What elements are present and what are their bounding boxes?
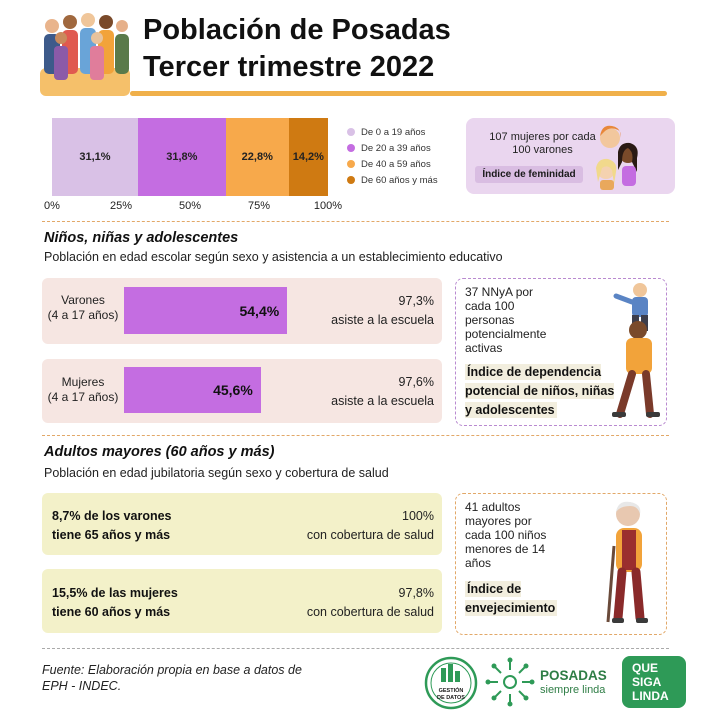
- age-tick-3: 75%: [247, 200, 271, 212]
- legend-item-1: [347, 140, 467, 156]
- dependency-label: Índice de dependencia potencial de niños, niñas y adolescentes: [465, 365, 615, 417]
- girls-bar: [124, 367, 261, 413]
- elders-section-subtitle: Población en edad jubilatoria según sexo y cobertura de salud: [44, 466, 389, 480]
- title-underline: [130, 91, 667, 96]
- posadas-logo-text: POSADAS: [540, 668, 607, 683]
- men-65-text: 8,7% de los varones tiene 65 años y más: [52, 509, 172, 542]
- elderly-man-illustration: [600, 498, 662, 626]
- separator-1: [42, 221, 669, 222]
- legend-item-2: [347, 156, 467, 172]
- age-tick-1: 25%: [109, 200, 133, 212]
- age-axis-ticks: [44, 200, 344, 216]
- age-tick-2: 50%: [178, 200, 202, 212]
- logo-gd-text-1: GESTIÓN: [438, 688, 464, 694]
- title-line-2: Tercer trimestre 2022: [143, 51, 435, 83]
- legend-item-3: [347, 172, 467, 188]
- aging-text: 41 adultos mayores por cada 100 niños menores de 14 años: [465, 500, 547, 570]
- boys-school-attendance: 97,3% asiste a la escuela: [331, 294, 434, 327]
- age-tick-0: 0%: [44, 200, 60, 212]
- legend-label-3: De 60 años y más: [361, 174, 438, 186]
- gestion-de-datos-logo: [424, 656, 478, 710]
- legend-swatch-1: [347, 144, 355, 152]
- age-stacked-bar: [52, 118, 328, 196]
- posadas-logo-subtitle: siempre linda: [540, 684, 606, 696]
- separator-2: [42, 435, 669, 436]
- age-segment-0: 31,1%: [52, 118, 138, 196]
- legend-label-0: De 0 a 19 años: [361, 126, 426, 138]
- page-title: [143, 12, 451, 86]
- elders-section-title: Adultos mayores (60 años y más): [44, 444, 275, 460]
- girls-school-attendance: 97,6% asiste a la escuela: [331, 375, 434, 408]
- legend-swatch-2: [347, 160, 355, 168]
- legend-swatch-3: [347, 176, 355, 184]
- children-section-title: Niños, niñas y adolescentes: [44, 230, 239, 246]
- children-section-subtitle: Población en edad escolar según sexo y asistencia a un establecimiento educativo: [44, 250, 503, 264]
- women-health-coverage: 97,8% con cobertura de salud: [306, 586, 434, 619]
- people-group-illustration: [40, 8, 130, 96]
- posadas-flower-icon: [484, 656, 536, 708]
- men-health-coverage: 100% con cobertura de salud: [306, 509, 434, 542]
- legend-label-1: De 20 a 39 años: [361, 142, 431, 154]
- logo-gd-text-2: DE DATOS: [437, 695, 465, 701]
- age-tick-4: 100%: [313, 200, 343, 212]
- aging-label: Índice de envejecimiento: [465, 582, 556, 615]
- girls-label: Mujeres (4 a 17 años): [47, 375, 119, 404]
- separator-3: [42, 648, 669, 649]
- boys-bar-label: 54,4%: [239, 302, 280, 319]
- age-legend: [347, 124, 467, 188]
- father-child-illustration: [606, 282, 664, 422]
- girls-bar-label: 45,6%: [213, 382, 253, 398]
- dependency-text: 37 NNyA por cada 100 personas potencialmente activas: [465, 285, 547, 355]
- boys-bar: [124, 287, 287, 334]
- source-note: Fuente: Elaboración propia en base a datos de EPH - INDEC.: [42, 663, 302, 693]
- age-segment-2: 22,8%: [226, 118, 289, 196]
- age-segment-1: 31,8%: [138, 118, 226, 196]
- age-segment-3: 14,2%: [289, 118, 328, 196]
- legend-item-0: [347, 124, 467, 140]
- feminity-text: 107 mujeres por cada 100 varones: [489, 131, 596, 156]
- feminity-label: Índice de feminidad: [475, 166, 583, 183]
- boys-label: Varones (4 a 17 años): [47, 293, 119, 322]
- title-line-1: Población de Posadas: [143, 14, 451, 46]
- legend-label-2: De 40 a 59 años: [361, 158, 431, 170]
- women-illustration: [592, 122, 644, 190]
- women-60-text: 15,5% de las mujeres tiene 60 años y más: [52, 586, 178, 619]
- que-siga-linda-logo: QUE SIGA LINDA: [622, 656, 686, 708]
- legend-swatch-0: [347, 128, 355, 136]
